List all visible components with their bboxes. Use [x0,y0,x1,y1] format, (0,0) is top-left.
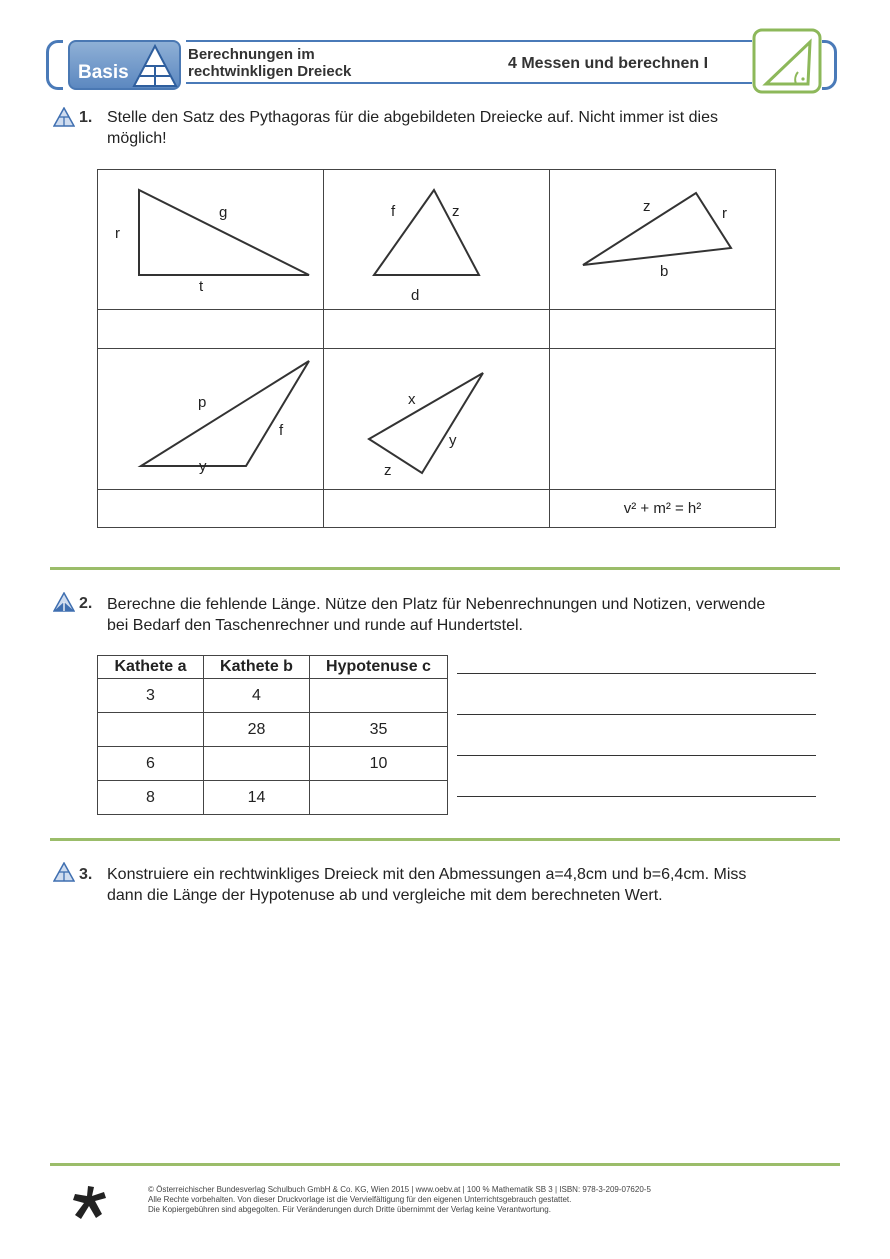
triangle-5-label-z: z [384,462,392,479]
table-cell[interactable] [310,679,448,713]
task-3-number: 3. [79,866,93,883]
triangle-3-shape [583,193,731,265]
triangle-4-label-p: p [198,394,207,411]
notes-line-2[interactable] [457,714,816,715]
publisher-logo-icon [70,1184,110,1222]
triangle-1-label-r: r [115,225,120,242]
task-3-pyramid-icon [53,862,75,882]
triangle-4-label-f: f [279,422,284,439]
triangle-1-label-t: t [199,278,204,295]
table-cell[interactable]: 10 [310,747,448,781]
task-3-text-line1: Konstruiere ein rechtwinkliges Dreieck mit den Abmessungen a=4,8cm und b=6,4cm. Miss [107,866,747,883]
task-2-text [107,594,852,636]
triangle-drawings [0,0,890,560]
task-2-text-line2: bei Bedarf den Taschenrechner und runde auf Hundertstel. [107,617,523,634]
triangle-1-label-g: g [219,204,228,221]
notes-line-4[interactable] [457,796,816,797]
footer-copyright [148,1185,651,1215]
triangle-1-shape [139,190,309,275]
footer-line-1: © Österreichischer Bundesverlag Schulbuch GmbH & Co. KG, Wien 2015 | www.oebv.at | 100 % Mathematik SB 3 | ISBN: 978-3-209-07620-5 [148,1185,651,1194]
triangle-5-label-x: x [408,391,416,408]
table-cell[interactable] [204,747,310,781]
table-row [98,713,448,747]
triangle-2-label-d: d [411,287,420,304]
triangle-2-label-f: f [391,203,396,220]
table-header-row [98,656,448,679]
triangle-3-label-z: z [643,198,651,215]
task-1-text-line2: möglich! [107,130,167,147]
task-3-text-line2: dann die Länge der Hypotenuse ab und vergleiche mit dem berechneten Wert. [107,887,663,904]
column-header-kathete-b: Kathete b [204,656,310,679]
table-cell[interactable] [98,713,204,747]
triangle-3-label-r: r [722,205,727,222]
footer-line-3: Die Kopiergebühren sind abgegolten. Für Veränderungen durch Dritte übernimmt der Verlag keine Verantwortung. [148,1205,551,1214]
task-2-text-line1: Berechne die fehlende Länge. Nütze den Platz für Nebenrechnungen und Notizen, verwende [107,596,766,613]
table-cell[interactable]: 35 [310,713,448,747]
page-title-line2: rechtwinkligen Dreieck [188,63,352,80]
notes-line-3[interactable] [457,755,816,756]
formula-text: v² + m² = h² [623,500,702,517]
table-cell[interactable]: 14 [204,781,310,815]
table-row [98,679,448,713]
triangle-2-shape [374,190,479,275]
triangle-3-label-b: b [660,263,669,280]
chapter-title: 4 Messen und berechnen I [508,55,709,72]
triangle-2-label-z: z [452,203,460,220]
table-cell[interactable]: 4 [204,679,310,713]
separator-footer [50,1163,840,1166]
column-header-kathete-a: Kathete a [98,656,204,679]
triangle-4-shape [141,361,309,466]
notes-line-1[interactable] [457,673,816,674]
triangle-5-shape [369,373,483,473]
table-row [98,747,448,781]
task-1-text-line1: Stelle den Satz des Pythagoras für die abgebildeten Dreiecke auf. Nicht immer ist dies [107,109,718,126]
separator-2 [50,838,840,841]
table-cell[interactable] [310,781,448,815]
task-2-pyramid-icon [53,592,75,612]
table-cell[interactable]: 8 [98,781,204,815]
task-2-number: 2. [79,595,93,612]
separator-1 [50,567,840,570]
basis-label: Basis [78,62,129,83]
column-header-hypotenuse-c: Hypotenuse c [310,656,448,679]
footer-line-2: Alle Rechte vorbehalten. Von dieser Druckvorlage ist die Vervielfältigung für den eigenen Unterrichtsgebrauch gestattet. [148,1195,572,1204]
triangle-4-label-y: y [199,458,207,475]
calculation-table [97,655,448,815]
table-cell[interactable]: 6 [98,747,204,781]
task-1-number: 1. [79,109,93,126]
table-row [98,781,448,815]
table-cell[interactable]: 28 [204,713,310,747]
task-3-text [107,864,837,906]
table-cell[interactable]: 3 [98,679,204,713]
page-title-line1: Berechnungen im [188,46,315,63]
triangle-5-label-y: y [449,432,457,449]
